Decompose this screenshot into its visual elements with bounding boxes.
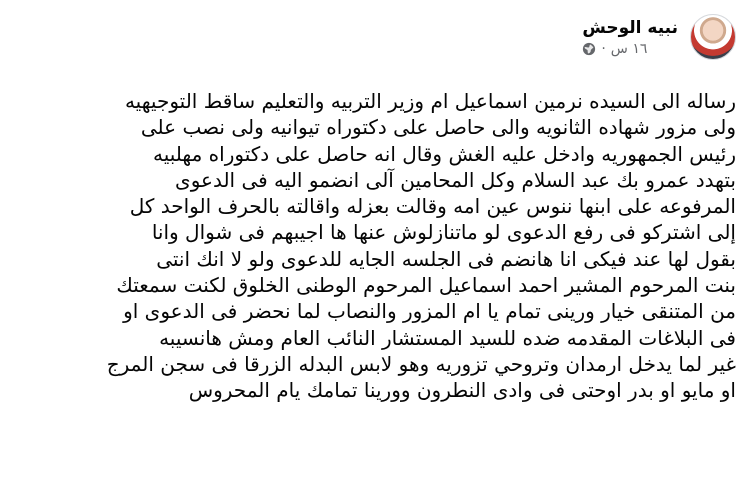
globe-icon[interactable] (582, 42, 596, 56)
separator-dot: · (601, 41, 606, 57)
post-line: بتهدد عمرو بك عبد السلام وكل المحامين آلى انضمو اليه فى الدعوى (175, 167, 736, 192)
post-body (40, 88, 736, 404)
post-header (582, 14, 736, 60)
post-meta (582, 17, 678, 57)
timestamp-row (582, 41, 647, 57)
post-line: المرفوعه على ابنها ننوس عين امه وقالت بعزله واقالته بالحرف الواحد كل (129, 194, 736, 219)
post-line: فى البلاغات المقدمه ضده للسيد المستشار النائب العام ومش هانسيبه (159, 325, 736, 350)
author-name[interactable]: نبيه الوحش (582, 18, 678, 38)
post-line: رئيس الجمهوريه وادخل عليه الغش وقال انه حاصل على دكتوراه مهلبيه (152, 141, 736, 166)
post-line: من المتنقى خيار ورينى تمام يا ام المزور والنصاب لما نحضر فى الدعوى او (123, 299, 736, 324)
post-line: ولى مزور شهاده الثانويه والى حاصل على دكتوراه تيوانيه ولى نصب على (140, 115, 736, 140)
post-line: بنت المرحوم المشير احمد اسماعيل المرحوم الوطنى الخلوق لكنت سمعتك (116, 273, 736, 298)
post-line: او مايو او بدر اوحتى فى وادى النطرون وورينا تمامك يام المحروس (188, 378, 736, 403)
post-line: بقول لها عند فيكى انا هانضم فى الجلسه الجايه للدعوى ولو لا انك انتى (156, 246, 736, 271)
author-avatar[interactable] (690, 14, 736, 60)
post-time[interactable]: ١٦ س (610, 41, 648, 57)
post-line: إلى اشتركو فى رفع الدعوى لو ماتنازلوش عنها ها اجيبهم فى شوال وانا (151, 220, 736, 245)
post-line: رساله الى السيده نرمين اسماعيل ام وزير التربيه والتعليم ساقط التوجيهيه (124, 89, 736, 113)
post-line: غير لما يدخل ارمدان وتروحي تزوريه وهو لابس البدله الزرقا فى سجن المرج (106, 351, 736, 376)
